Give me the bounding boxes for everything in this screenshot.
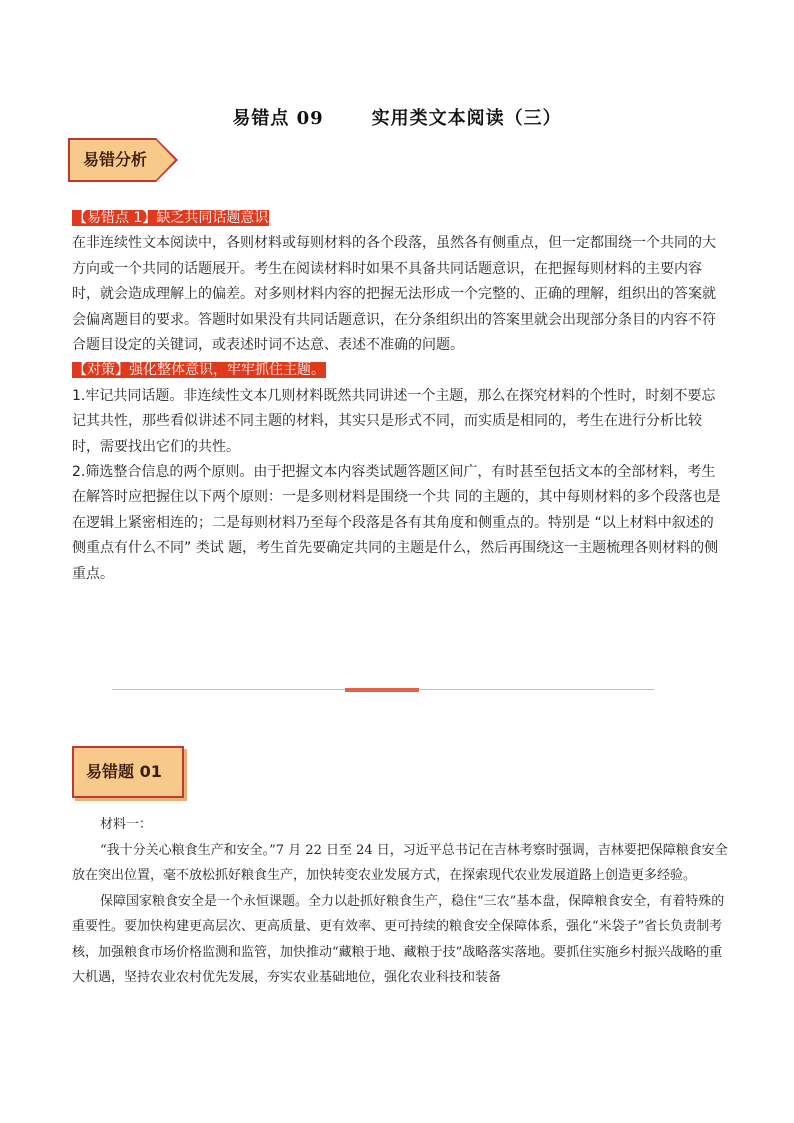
title-code: 易错点 09 — [232, 108, 324, 129]
strategy-item-2: 2.筛选整合信息的两个原则。由于把握文本内容类试题答题区间广，有时甚至包括文本的全部材料，考生在解答时应把握住以下两个原则：一是多则材料是围绕一个共 同的主题的，其中每则材料的多个段落也是在逻辑上紧密相连的；二是每则材料乃至每个段落是各有其角度和侧重点的。特别是 “以上材料中叙述的侧重点有什么不同” 类试 题，考生首先要确定共同的主题是什么，然后再围绕这一主题梳理各则材料的侧重点。 — [72, 464, 721, 582]
question-tag — [72, 746, 184, 798]
section-divider-accent — [345, 688, 419, 692]
error-point-paragraph: 在非连续性文本阅读中，各则材料或每则材料的各个段落，虽然各有侧重点，但一定都围绕一个共同的大方向或一个共同的话题展开。考生在阅读材料时如果不具备共同话题意识，在把握每则材料的主要内容时，就会造成理解上的偏差。对多则材料内容的把握无法形成一个完整的、正确的理解，组织出的答案就会偏离题目的要求。答题时如果没有共同话题意识，在分条组织出的答案里就会出现部分条目的内容不符合题目设定的关键词，或表述时词不达意、表述不准确的问题。 — [72, 235, 716, 354]
material-paragraph-2: 保障国家粮食安全是一个永恒课题。全力以赴抓好粮食生产，稳住“三农”基本盘，保障粮食安全，有着特殊的重要性。要加快构建更高层次、更高质量、更有效率、更可持续的粮食安全保障体系，强化“米袋子”省长负责制考核，加强粮食市场价格监测和监管，加快推动“藏粮于地、藏粮于技”战略落实落地。要抓住实施乡村振兴战略的重大机遇，坚持农业农村优先发展，夯实农业基础地位，强化农业科技和装备 — [72, 893, 725, 985]
page-title — [0, 104, 794, 130]
material-one-section — [72, 812, 730, 991]
question-tag-label: 易错题 01 — [86, 762, 162, 781]
material-paragraph-1: “我十分关心粮食生产和安全。”7 月 22 日至 24 日，习近平总书记在吉林考察时强调，吉林要把保障粮食安全放在突出位置，毫不放松抓好粮食生产，加快转变农业发展方式，在探索现代农业发展道路上创造更多经验。 — [72, 842, 728, 883]
error-analysis-section — [72, 206, 724, 587]
strategy-item-1: 1.牢记共同话题。非连续性文本几则材料既然共同讲述一个主题，那么在探究材料的个性时，时刻不要忘记其共性，那些看似讲述不同主题的材料，其实只是形式不同，而实质是相同的，考生在进行分析比较时，需要找出它们的共性。 — [72, 387, 716, 455]
strategy-heading: 【对策】强化整体意识，牢牢抓住主题。 — [73, 362, 325, 379]
section-tag-analysis — [68, 138, 156, 182]
error-point-heading: 【易错点 1】缺乏共同话题意识 — [73, 210, 269, 226]
title-name: 实用类文本阅读（三） — [371, 108, 562, 129]
section-tag-label: 易错分析 — [83, 150, 148, 169]
material-label: 材料一： — [100, 817, 153, 832]
